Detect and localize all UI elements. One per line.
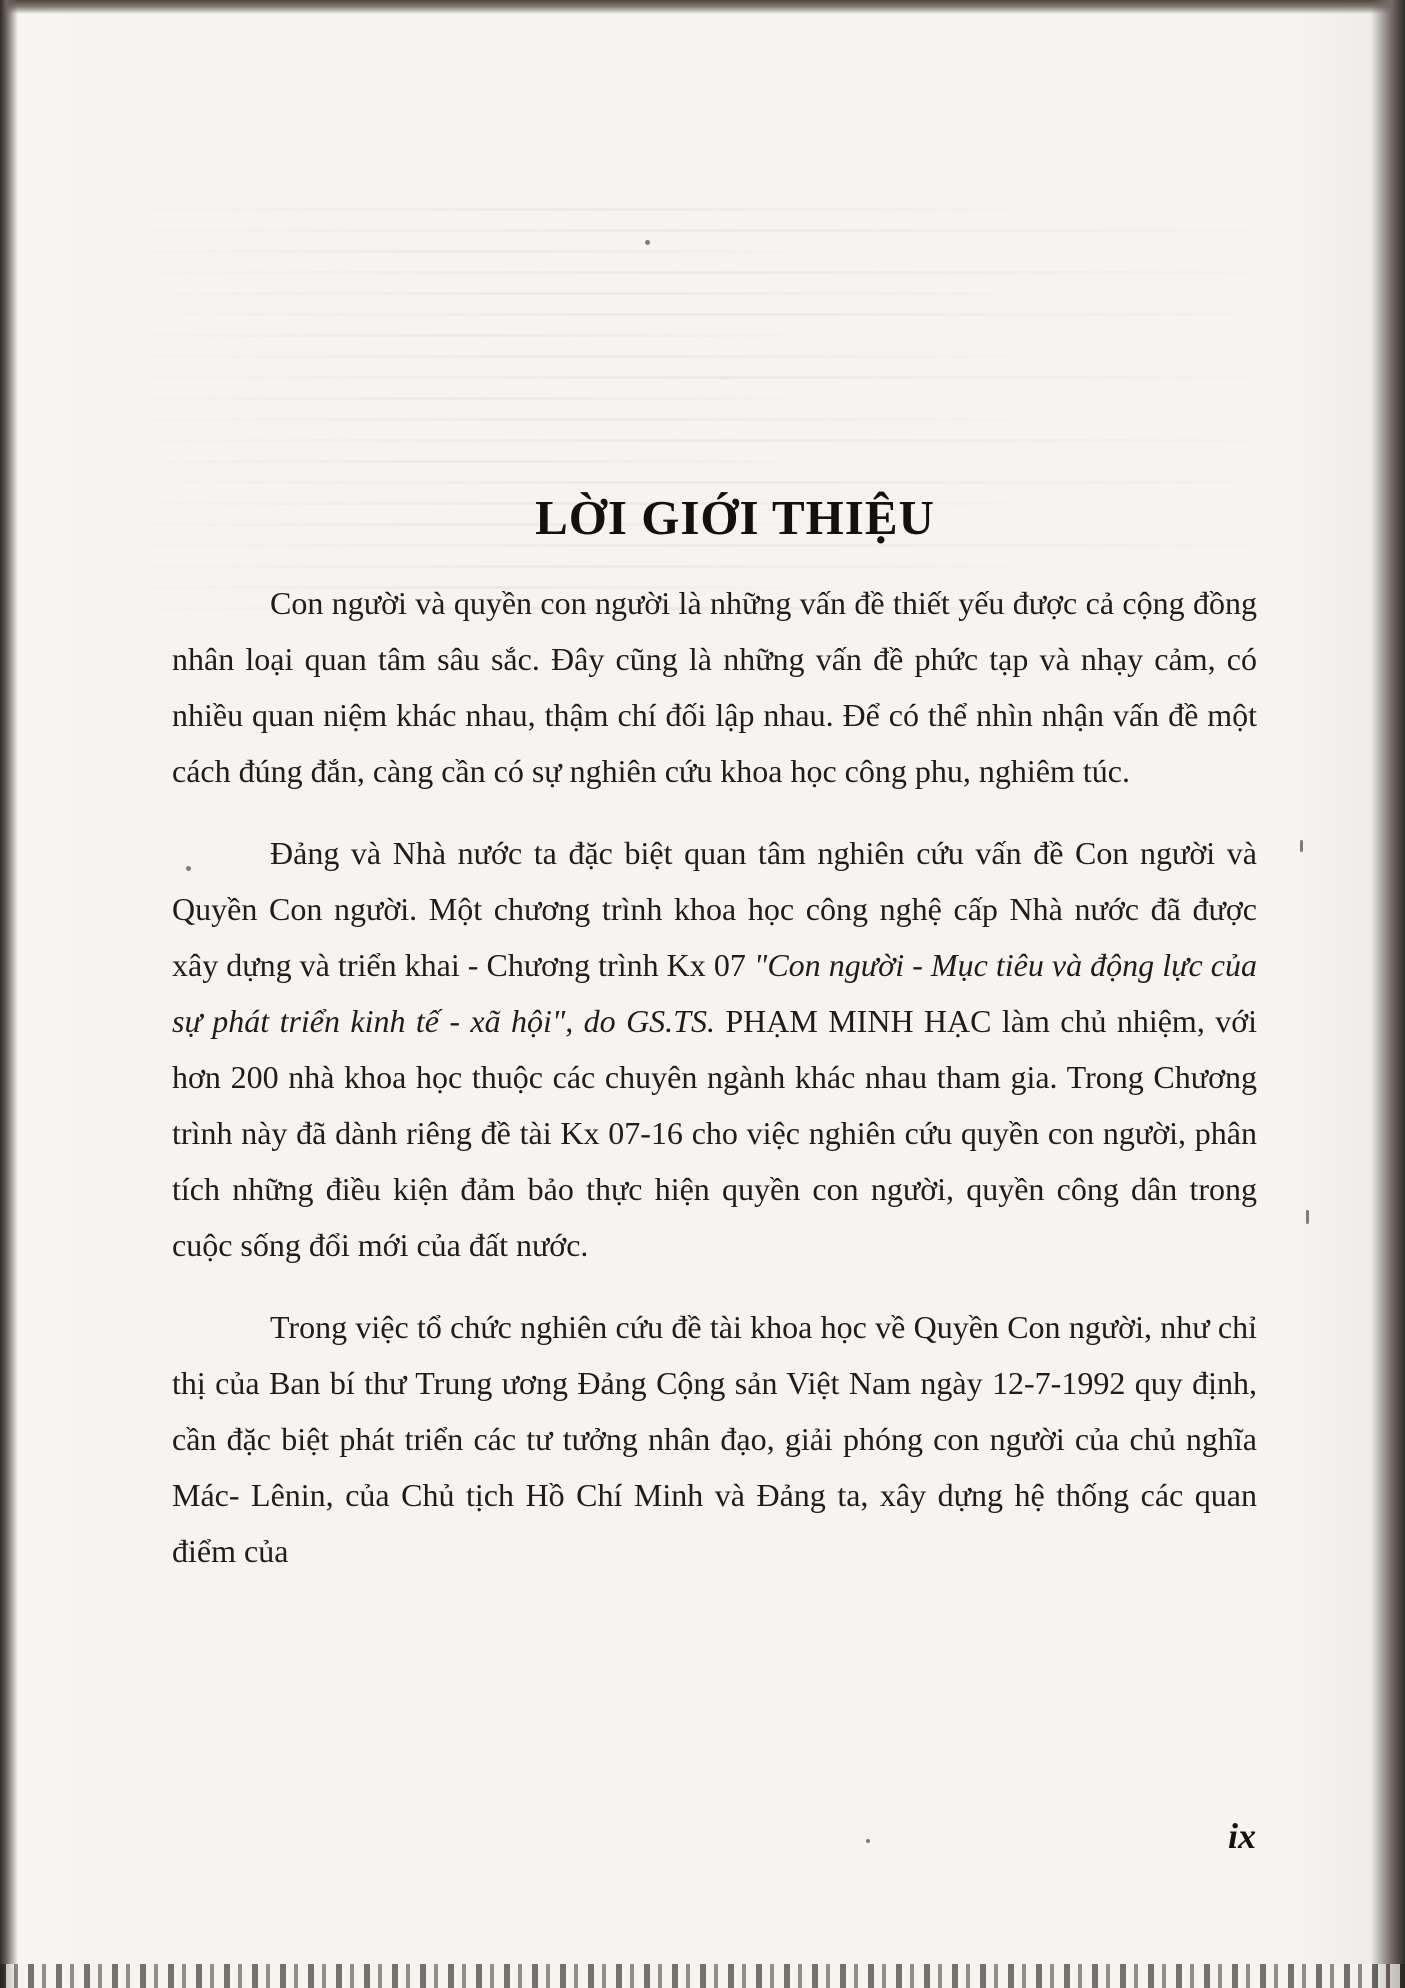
page-bottom-edge [0, 1964, 1405, 1988]
paragraph-1: Con người và quyền con người là những vấn đề thiết yếu được cả cộng đồng nhân loại quan tâm sâu sắc. Đây cũng là những vấn đề phức tạp và nhạy cảm, có nhiều quan niệm khác nhau, thậm chí đối lập nhau. Để có thể nhìn nhận vấn đề một cách đúng đắn, càng cần có sự nghiên cứu khoa học công phu, nghiêm túc. [172, 585, 1257, 789]
page-title: LỜI GIỚI THIỆU [535, 489, 935, 545]
paragraph-2 [172, 825, 1257, 1273]
paragraph-3: Trong việc tổ chức nghiên cứu đề tài khoa học về Quyền Con người, như chỉ thị của Ban bí thư Trung ương Đảng Cộng sản Việt Nam ngày 12-7-1992 quy định, cần đặc biệt phát triển các tư tưởng nhân đạo, giải phóng con người của chủ nghĩa Mác- Lênin, của Chủ tịch Hồ Chí Minh và Đảng ta, xây dựng hệ thống các quan điểm của [172, 1309, 1257, 1569]
page-left-edge [0, 0, 18, 1988]
print-speck [1306, 1210, 1309, 1224]
page-number: ix [1227, 1816, 1256, 1856]
print-speck [1300, 840, 1303, 852]
introduction-text [172, 575, 1257, 1579]
program-title-italic: "Con người - Mục tiêu và động lực của sự phát triển kinh tế - xã hội", do GS.TS. [172, 947, 1258, 1039]
paragraph-2-text-start: Đảng và Nhà nước ta đặc biệt quan tâm nghiên cứu vấn đề Con người và Quyền Con người. Một chương trình khoa học công nghệ cấp Nhà nước đã được xây dựng và triển khai - Chương trình Kx 07 [172, 835, 1257, 983]
page-right-edge [1371, 0, 1405, 1988]
print-speck [866, 1839, 870, 1843]
paragraph-2-text-end: PHẠM MINH HẠC làm chủ nhiệm, với hơn 200 nhà khoa học thuộc các chuyên ngành khác nhau tham gia. Trong Chương trình này đã dành riêng đề tài Kx 07-16 cho việc nghiên cứu quyền con người, phân tích những điều kiện đảm bảo thực hiện quyền con người, quyền công dân trong cuộc sống đổi mới của đất nước. [172, 1003, 1258, 1263]
page-top-edge [0, 0, 1405, 14]
print-speck [645, 240, 650, 245]
